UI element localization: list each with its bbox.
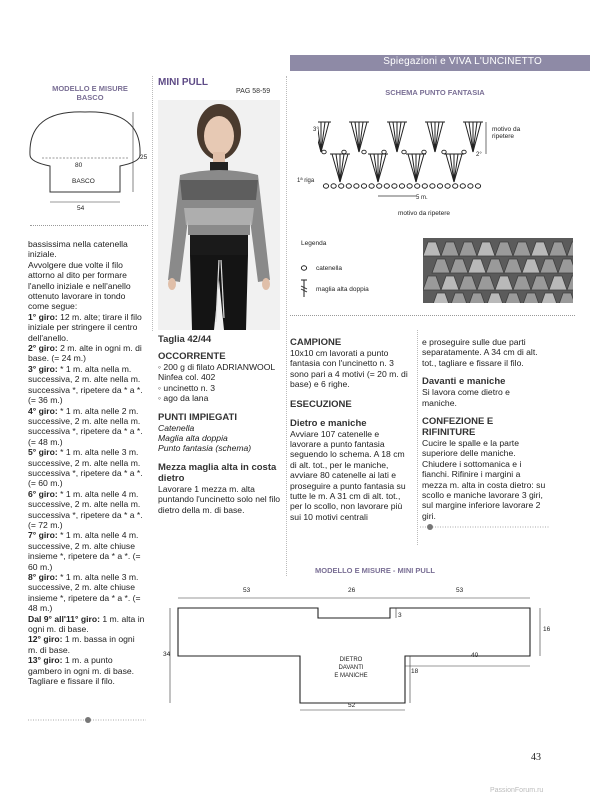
chain-stitch-symbol	[322, 150, 326, 154]
punti-list	[158, 423, 283, 454]
confezione-text: Cucire le spalle e la parte superiore delle maniche. Chiudere i sottomanica e i fianchi. Rifinire i margini a mezza m. alta in costa dietro: su scollo e maniche lavorare 3 giri, sul margine inferiore lavorare 2 giri.	[422, 438, 546, 521]
occorrente-list	[158, 362, 283, 404]
chain-stitch-symbol	[462, 150, 466, 154]
legend-catenella: catenella	[316, 265, 343, 272]
chain-stitch-symbol	[362, 150, 366, 154]
dim-53-left: 53	[243, 587, 251, 594]
treble-stitch-symbol	[435, 122, 439, 152]
column-divider	[286, 76, 287, 576]
instruction-text: 1 m. a punto gambero in ogni m. di base. Tagliare e fissare il filo.	[28, 655, 135, 687]
treble-stitch-symbol	[446, 154, 454, 182]
pull-diagram-title: MODELLO E MISURE - MINI PULL	[315, 566, 435, 575]
instruction-text: * 1 m. alta nelle 3 m. successive, 2 m. alte chiuse insieme *, ripetere da * a *. (= 48 m.)	[28, 572, 141, 614]
chain-stitch-symbol	[475, 184, 480, 188]
round-label: 6° giro:	[28, 488, 58, 499]
instruction-paragraph	[28, 239, 146, 260]
list-item: ◦ ago da lana	[158, 393, 209, 404]
instruction-text: Avvolgere due volte il filo attorno al dito per formare l'anello iniziale e nell'anello ottenuto lavorare in tondo come segue:	[28, 259, 131, 312]
treble-stitch-symbol	[340, 154, 344, 182]
dietro-title: Dietro e maniche	[290, 417, 367, 429]
instruction-paragraph	[28, 489, 146, 531]
diagram-title: MODELLO E MISURE	[52, 84, 128, 93]
right-scroll-decoration	[420, 523, 550, 531]
round-label: 13° giro:	[28, 655, 63, 666]
round-label: 8° giro:	[28, 572, 58, 582]
five-m-label: 5 m.	[416, 195, 428, 201]
basco-label: BASCO	[72, 178, 95, 185]
chain-stitch-symbol	[422, 184, 427, 188]
instruction-paragraph	[28, 312, 146, 343]
chain-stitch-symbol	[430, 184, 435, 188]
chain-stitch-symbol	[377, 184, 382, 188]
instruction-paragraph	[28, 530, 146, 572]
left-scroll-decoration	[28, 716, 146, 724]
treble-stitch-symbol	[340, 154, 348, 182]
treble-stitch-symbol	[473, 122, 477, 152]
punti-title: PUNTI IMPIEGATI	[158, 411, 237, 423]
instruction-text: bassissima nella catenella iniziale.	[28, 239, 128, 260]
treble-stitch-symbol	[332, 154, 340, 182]
instruction-text: * 1 m. alta nelle 3 m. successive, 2 m. alte nella m. successiva *, ripetere da * a *. (= 60 m.)	[28, 447, 143, 489]
dim-52: 52	[348, 702, 356, 709]
instruction-text: * 1 m. alta nelle 2 m. successive, 2 m. alte nella m. successiva *, ripetere da * a *. (= 48 m.)	[28, 405, 143, 447]
chain-stitch-symbol	[339, 184, 344, 188]
dim-80: 80	[75, 162, 83, 169]
schema-title: SCHEMA PUNTO FANTASIA	[385, 88, 485, 97]
column-divider	[417, 330, 418, 545]
row-1-label: 1ª riga	[297, 178, 315, 184]
mezza-text: Lavorare 1 mezza m. alta puntando l'uncinetto solo nel filo dietro della m. di base.	[158, 483, 281, 515]
chain-stitch-symbol	[407, 184, 412, 188]
dim-54: 54	[77, 205, 85, 212]
right-text-block	[422, 337, 547, 521]
treble-stitch-symbol	[454, 154, 462, 182]
legend-maglia: maglia alta doppia	[316, 286, 369, 293]
mezza-title: Mezza maglia alta in costa dietro	[158, 461, 277, 484]
treble-stitch-symbol	[355, 122, 359, 152]
chain-stitch-symbol	[354, 184, 359, 188]
dotted-rule	[290, 315, 575, 316]
confezione-title: CONFEZIONE E RIFINITURE	[422, 416, 494, 439]
basco-diagram	[20, 100, 155, 215]
instruction-text: 2 m. alte in ogni m. di base. (= 24 m.)	[28, 343, 142, 364]
list-item: Catenella	[158, 422, 195, 433]
page-number: 43	[531, 752, 541, 763]
chain-stitch-symbol	[384, 184, 389, 188]
dietro-text: Avviare 107 catenelle e lavorare a punto fantasia seguendo lo schema. A 18 cm di alt. tot., per le maniche, avviare 80 catenelle ai lati e proseguire a punto fantasia su tutte le m. A 31 cm di alt. tot., per lo scollo, non lavorare più sui 10 motivi centrali	[290, 428, 406, 522]
davanti-title: Davanti e maniche	[422, 376, 506, 388]
piece-label-line: DAVANTI	[338, 665, 364, 671]
motivo-right-label: motivo da ripetere	[492, 126, 521, 140]
basco-instructions	[28, 239, 146, 686]
treble-stitch-symbol	[469, 122, 473, 152]
dim-34: 34	[163, 651, 171, 658]
esecuzione-title: ESECUZIONE	[290, 398, 352, 410]
occorrente-title: OCCORRENTE	[158, 351, 226, 362]
treble-stitch-symbol	[370, 154, 378, 182]
pull-diagram	[160, 578, 555, 720]
round-label: Dal 9° all'11° giro:	[28, 613, 100, 624]
instruction-paragraph	[28, 447, 146, 489]
list-item: ◦ uncinetto n. 3	[158, 382, 216, 393]
chain-stitch-symbol	[346, 184, 351, 188]
treble-stitch-symbol	[321, 122, 325, 152]
row-3-label: 3°	[313, 127, 319, 133]
instruction-text: 1 m. alta in ogni m. di base.	[28, 613, 145, 635]
instruction-paragraph	[28, 634, 146, 655]
instruction-text: * 1 m. alta nella m. successiva, 2 m. alte nella m. successiva *, ripetere da * a *. (= 36 m.)	[28, 363, 143, 406]
pull-piece-label	[325, 656, 377, 680]
dim-26: 26	[348, 587, 356, 594]
chain-stitch-symbol	[369, 184, 374, 188]
round-label: 2° giro:	[28, 343, 58, 354]
page-reference: PAG 58-59	[236, 88, 271, 95]
treble-stitch-symbol	[465, 122, 473, 152]
chain-stitch-symbol	[382, 150, 386, 154]
dotted-rule	[30, 225, 148, 226]
dim-16: 16	[543, 626, 551, 633]
round-label: 3° giro:	[28, 363, 58, 374]
list-item: Maglia alta doppia	[158, 433, 228, 444]
campione-title: CAMPIONE	[290, 337, 342, 348]
treble-stitch-symbol	[416, 154, 424, 182]
treble-stitch-symbol	[397, 122, 401, 152]
chain-stitch-symbol	[342, 150, 346, 154]
model-photo	[158, 100, 280, 330]
list-item: ◦ 200 g di filato ADRIANWOOL Ninfea col. 402	[158, 362, 275, 383]
chain-stitch-symbol	[437, 184, 442, 188]
treble-stitch-symbol	[321, 122, 329, 152]
watermark: PassionForum.ru	[490, 787, 544, 794]
chain-stitch-symbol	[402, 150, 406, 154]
dim-18: 18	[411, 668, 419, 675]
campione-text: 10x10 cm lavorati a punto fantasia con l'uncinetto n. 3 sono pari a 4 motivi (= 20 m. di base) e 6 righe.	[290, 348, 408, 390]
treble-stitch-symbol	[454, 154, 458, 182]
materials-block	[158, 334, 283, 515]
treble-stitch-symbol	[378, 154, 382, 182]
piece-label-line: E MANICHE	[334, 673, 368, 679]
treble-stitch-symbol	[359, 122, 363, 152]
instruction-text: 12 m. alte; tirare il filo iniziale per stringere il centro dell'anello.	[28, 311, 142, 343]
campione-block	[290, 337, 412, 522]
round-label: 7° giro:	[28, 530, 58, 541]
chain-stitch-symbol	[453, 184, 458, 188]
round-label: 1° giro:	[28, 311, 58, 322]
stitch-swatch-photo	[423, 238, 573, 303]
instruction-text: * 1 m. alta nelle 4 m. successive, 2 m. alte nella m. successiva *, ripetere da * a *. (= 72 m.)	[28, 488, 143, 530]
treble-stitch-symbol	[431, 122, 435, 152]
running-header-text: Spiegazioni e VIVA L'UNCINETTO	[383, 56, 542, 67]
instruction-text: 1 m. bassa in ogni m. di base.	[28, 634, 135, 655]
diagram-subtitle: BASCO	[76, 93, 104, 102]
instruction-paragraph	[28, 406, 146, 448]
motivo-bottom-label: motivo da ripetere	[398, 210, 451, 217]
treble-stitch-symbol	[473, 122, 481, 152]
chain-stitch-symbol	[399, 184, 404, 188]
size-label: Taglia 42/44	[158, 334, 212, 345]
treble-stitch-symbol	[389, 122, 397, 152]
treble-stitch-symbol	[378, 154, 386, 182]
treble-stitch-symbol	[393, 122, 397, 152]
instruction-paragraph	[28, 260, 146, 312]
treble-stitch-symbol	[427, 122, 435, 152]
instruction-paragraph	[28, 614, 146, 635]
chain-stitch-symbol	[331, 184, 336, 188]
legenda-title: Legenda	[301, 240, 327, 247]
instruction-paragraph	[28, 655, 146, 686]
row-2-label: 2°	[476, 152, 482, 158]
chain-stitch-symbol	[392, 184, 397, 188]
instruction-paragraph	[28, 343, 146, 364]
chain-stitch-symbol	[442, 150, 446, 154]
round-label: 12° giro:	[28, 634, 63, 645]
round-label: 5° giro:	[28, 447, 58, 458]
legend-icons	[298, 262, 310, 302]
instruction-paragraph	[28, 364, 146, 406]
mini-pull-title: MINI PULL	[158, 77, 208, 88]
dim-40: 40	[471, 652, 479, 659]
dim-53-right: 53	[456, 587, 464, 594]
treble-stitch-symbol	[351, 122, 359, 152]
chain-stitch-symbol	[468, 184, 473, 188]
instruction-text: * 1 m. alta nelle 4 m. successive, 2 m. alte chiuse insieme *, ripetere da * a *. (= 60 m.)	[28, 530, 141, 572]
treble-stitch-symbol	[336, 154, 340, 182]
treble-stitch-symbol	[416, 154, 420, 182]
chain-stitch-symbol	[361, 184, 366, 188]
list-item: Punto fantasia (schema)	[158, 443, 252, 454]
running-header-bar	[290, 55, 590, 71]
instruction-paragraph	[28, 572, 146, 614]
chain-stitch-symbol	[415, 184, 420, 188]
treble-stitch-symbol	[374, 154, 378, 182]
chain-stitch-symbol	[422, 150, 426, 154]
davanti-text: Si lavora come dietro e maniche.	[422, 387, 510, 408]
treble-stitch-symbol	[450, 154, 454, 182]
chain-stitch-symbol	[445, 184, 450, 188]
treble-stitch-symbol	[435, 122, 443, 152]
treble-stitch-symbol	[408, 154, 416, 182]
dim-3: 3	[398, 612, 402, 619]
treble-stitch-symbol	[412, 154, 416, 182]
treble-stitch-symbol	[359, 122, 367, 152]
treble-stitch-symbol	[397, 122, 405, 152]
continuation-text: e proseguire sulle due parti separatamente. A 34 cm di alt. tot., tagliare e fissare il filo.	[422, 337, 538, 368]
schema-chart	[318, 108, 498, 198]
chain-stitch-symbol	[323, 184, 328, 188]
round-label: 4° giro:	[28, 405, 58, 416]
dim-25: 25	[140, 154, 148, 161]
chain-stitch-symbol	[460, 184, 465, 188]
piece-label-line: DIETRO	[339, 657, 363, 663]
